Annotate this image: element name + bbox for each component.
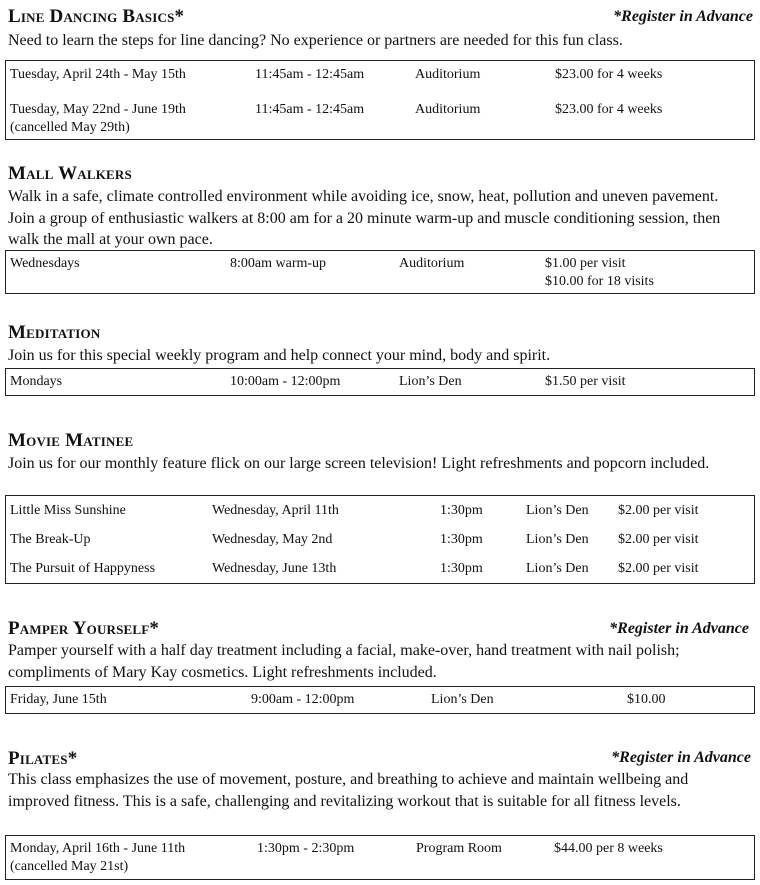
section-description-line-dancing: Need to learn the steps for line dancing? No experience or partners are needed for this fun class. [8, 32, 623, 49]
row-location: Lion’s Den [431, 692, 494, 707]
row-note: (cancelled May 29th) [10, 120, 130, 135]
row-date: Friday, June 15th [10, 692, 107, 707]
row-time: 8:00am warm-up [230, 256, 327, 271]
row-movie-title: The Break-Up [10, 532, 91, 547]
schedule-table-movie-matinee [5, 495, 755, 584]
section-description-pilates: This class emphasizes the use of movement, posture, and breathing to achieve and maintain wellbeing and improved fitness. This is a safe, challenging and revitalizing workout that is suitable for all fitness levels. [8, 771, 689, 810]
schedule-table-pilates [5, 835, 755, 880]
row-time: 1:30pm [440, 532, 483, 547]
schedule-table-mall-walkers [5, 250, 755, 294]
schedule-table-meditation [5, 368, 755, 396]
row-price: $23.00 for 4 weeks [555, 67, 663, 82]
section-title-movie-matinee: Movie Matinee [8, 430, 134, 451]
row-time: 1:30pm [440, 561, 483, 576]
row-date: Wednesdays [10, 256, 80, 271]
row-location: Lion’s Den [526, 532, 589, 547]
section-description-pamper-yourself: Pamper yourself with a half day treatment including a facial, make-over, hand treatment with nail polish; compliments of Mary Kay cosmetics. Light refreshments included. [8, 642, 680, 681]
row-price: $1.00 per visit [545, 256, 626, 271]
row-note: (cancelled May 21st) [10, 859, 129, 874]
row-time: 1:30pm [440, 503, 483, 518]
row-location: Auditorium [415, 67, 481, 82]
row-time: 9:00am - 12:00pm [251, 692, 355, 707]
row-price: $10.00 [627, 692, 666, 707]
section-description-movie-matinee: Join us for our monthly feature flick on our large screen television! Light refreshments and popcorn included. [8, 455, 710, 472]
row-location: Lion’s Den [526, 561, 589, 576]
row-movie-title: Little Miss Sunshine [10, 503, 126, 518]
row-time: 10:00am - 12:00pm [230, 374, 341, 389]
row-location: Lion’s Den [399, 374, 462, 389]
row-date: Mondays [10, 374, 63, 389]
section-title-meditation: Meditation [8, 322, 101, 343]
row-date: Wednesday, May 2nd [212, 532, 333, 547]
section-description-mall-walkers: Walk in a safe, climate controlled environment while avoiding ice, snow, heat, pollution and uneven pavement. Join a group of enthusiastic walkers at 8:00 am for a 20 minute warm-up and muscle conditioning session, then walk the mall at your own pace. [8, 188, 721, 248]
row-location: Auditorium [399, 256, 465, 271]
row-date: Monday, April 16th - June 11th [10, 841, 186, 856]
row-price: $2.00 per visit [618, 503, 699, 518]
section-description-meditation: Join us for this special weekly program and help connect your mind, body and spirit. [8, 347, 551, 364]
section-title-mall-walkers: Mall Walkers [8, 163, 132, 184]
row-location: Program Room [416, 841, 502, 856]
row-date: Tuesday, April 24th - May 15th [10, 67, 186, 82]
row-date: Tuesday, May 22nd - June 19th [10, 102, 186, 117]
schedule-table-line-dancing [5, 60, 755, 140]
row-price: $23.00 for 4 weeks [555, 102, 663, 117]
row-time: 1:30pm - 2:30pm [257, 841, 355, 856]
row-price: $2.00 per visit [618, 532, 699, 547]
register-note-pilates: *Register in Advance [611, 749, 751, 766]
row-price: $2.00 per visit [618, 561, 699, 576]
section-title-pamper-yourself: Pamper Yourself* [8, 618, 160, 639]
row-price: $1.50 per visit [545, 374, 626, 389]
row-movie-title: The Pursuit of Happyness [10, 561, 156, 576]
row-date: Wednesday, April 11th [212, 503, 339, 518]
row-date: Wednesday, June 13th [212, 561, 337, 576]
row-price-alt: $10.00 for 18 visits [545, 274, 654, 289]
row-time: 11:45am - 12:45am [255, 102, 365, 117]
section-title-pilates: Pilates* [8, 748, 78, 769]
schedule-table-pamper-yourself [5, 686, 755, 714]
row-price: $44.00 per 8 weeks [554, 841, 663, 856]
register-note-pamper-yourself: *Register in Advance [609, 620, 749, 637]
row-location: Lion’s Den [526, 503, 589, 518]
row-location: Auditorium [415, 102, 481, 117]
row-time: 11:45am - 12:45am [255, 67, 365, 82]
section-title-line-dancing: Line Dancing Basics* [8, 6, 185, 27]
register-note-line-dancing: *Register in Advance [613, 8, 753, 25]
